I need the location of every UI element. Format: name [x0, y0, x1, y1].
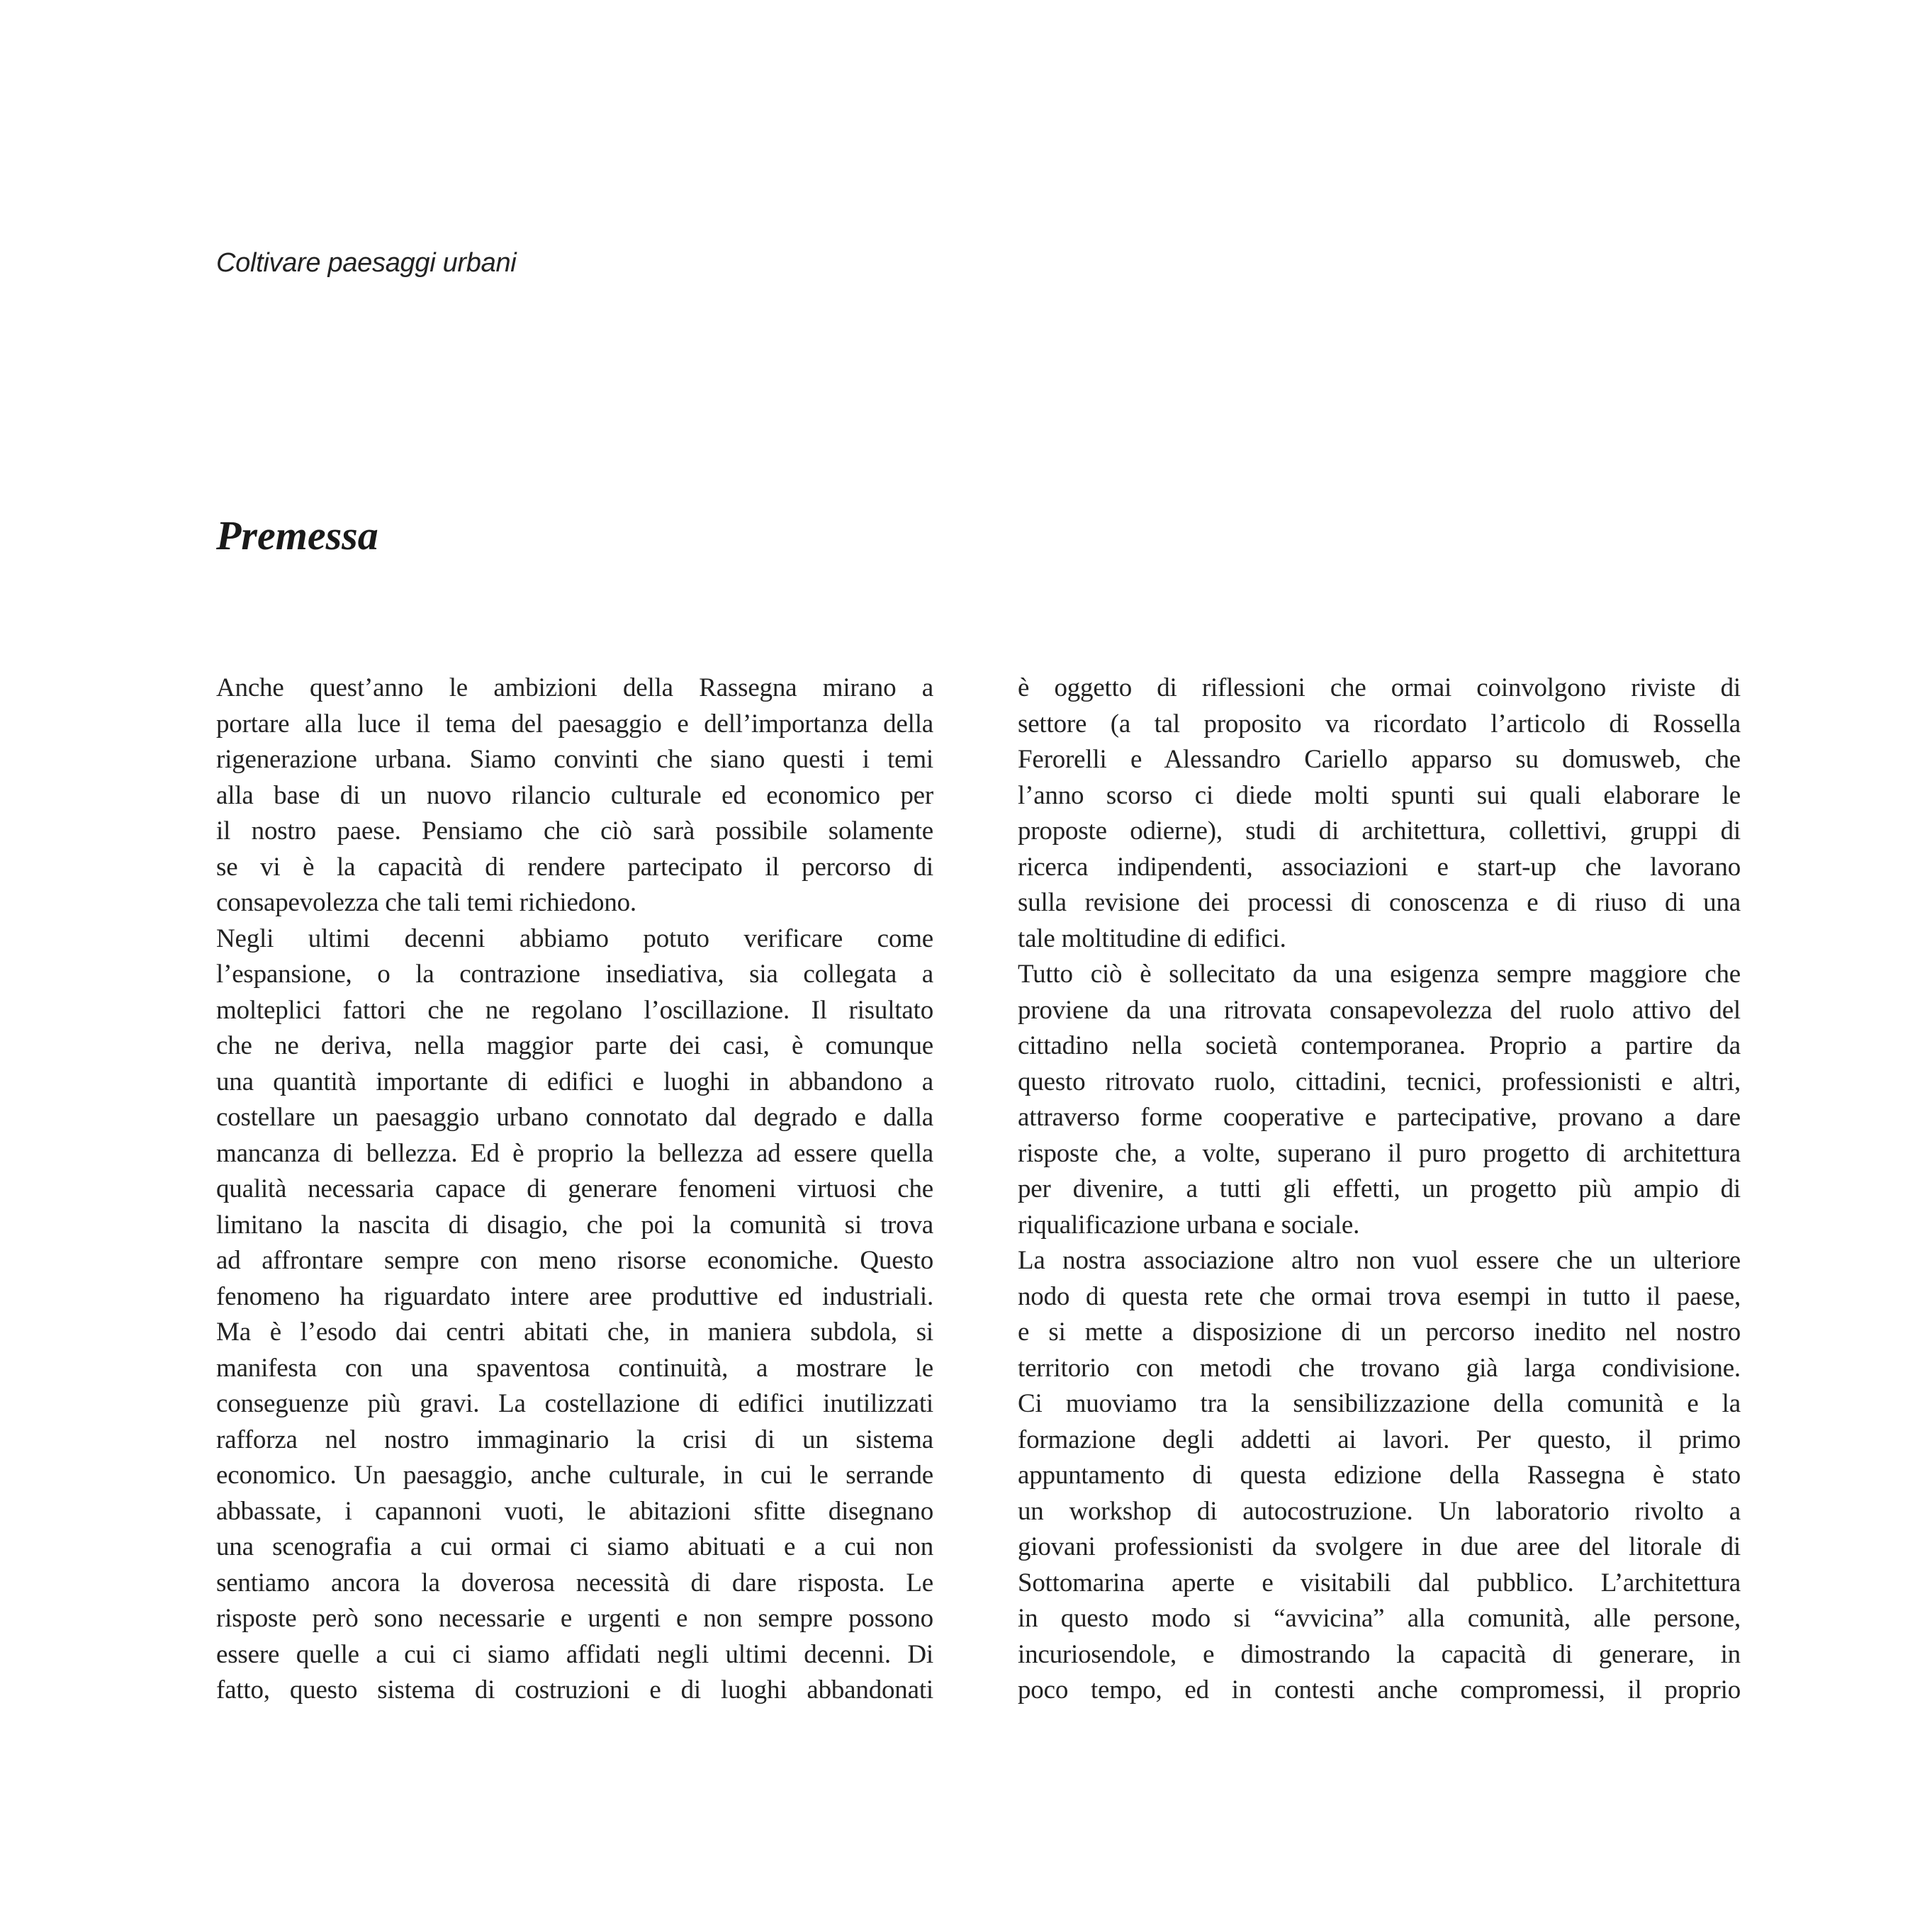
text-line: manifesta con una spaventosa continuità, a mostrare le	[216, 1353, 933, 1383]
text-line: rigenerazione urbana. Siamo convinti che siano questi i temi	[216, 745, 933, 774]
text-line: che ne deriva, nella maggior parte dei casi, è comunque	[216, 1031, 933, 1060]
text-line: Sottomarina aperte e visitabili dal pubblico. L’architettura	[1018, 1568, 1741, 1597]
text-column-left	[216, 670, 933, 1709]
text-line: rafforza nel nostro immaginario la crisi di un sistema	[216, 1425, 933, 1454]
text-line: l’espansione, o la contrazione insediativa, sia collegata a	[216, 960, 933, 989]
text-line: riqualificazione urbana e sociale.	[1018, 1210, 1360, 1240]
text-line: territorio con metodi che trovano già larga condivisione.	[1018, 1353, 1741, 1383]
text-line: qualità necessaria capace di generare fenomeni virtuosi che	[216, 1174, 933, 1203]
text-line: tale moltitudine di edifici.	[1018, 923, 1286, 953]
text-line: essere quelle a cui ci siamo affidati negli ultimi decenni. Di	[216, 1639, 933, 1669]
text-line: nodo di questa rete che ormai trova esempi in tutto il paese,	[1018, 1281, 1741, 1311]
text-line: consapevolezza che tali temi richiedono.	[216, 888, 636, 917]
text-line: economico. Un paesaggio, anche culturale, in cui le serrande	[216, 1461, 933, 1490]
text-line: giovani professionisti da svolgere in due aree del litorale di	[1018, 1532, 1741, 1561]
text-line: sulla revisione dei processi di conoscenza e di riuso di una	[1018, 888, 1741, 917]
text-line: ad affrontare sempre con meno risorse economiche. Questo	[216, 1246, 933, 1275]
text-line: se vi è la capacità di rendere partecipato il percorso di	[216, 852, 933, 882]
text-line: proviene da una ritrovata consapevolezza del ruolo attivo del	[1018, 995, 1741, 1025]
running-header: Coltivare paesaggi urbani	[216, 248, 517, 278]
text-line: formazione degli addetti ai lavori. Per questo, il primo	[1018, 1425, 1741, 1454]
text-line: abbassate, i capannoni vuoti, le abitazioni sfitte disegnano	[216, 1496, 933, 1526]
text-line: il nostro paese. Pensiamo che ciò sarà possibile solamente	[216, 816, 933, 846]
text-line: l’anno scorso ci diede molti spunti sui quali elaborare le	[1018, 780, 1741, 810]
text-line: fatto, questo sistema di costruzioni e di luoghi abbandonati	[216, 1675, 933, 1704]
text-line: e si mette a disposizione di un percorso inedito nel nostro	[1018, 1318, 1741, 1347]
text-line: sentiamo ancora la doverosa necessità di dare risposta. Le	[216, 1568, 933, 1597]
text-line: Ferorelli e Alessandro Cariello apparso su domusweb, che	[1018, 745, 1741, 774]
text-line: Ci muoviamo tra la sensibilizzazione della comunità e la	[1018, 1389, 1741, 1418]
text-line: attraverso forme cooperative e partecipative, provano a dare	[1018, 1103, 1741, 1132]
text-line: conseguenze più gravi. La costellazione di edifici inutilizzati	[216, 1389, 933, 1418]
text-line: incuriosendole, e dimostrando la capacità di generare, in	[1018, 1639, 1741, 1669]
text-line: molteplici fattori che ne regolano l’oscillazione. Il risultato	[216, 995, 933, 1025]
text-line: Anche quest’anno le ambizioni della Rassegna mirano a	[216, 673, 933, 702]
text-line: Ma è l’esodo dai centri abitati che, in maniera subdola, si	[216, 1318, 933, 1347]
text-line: Tutto ciò è sollecitato da una esigenza sempre maggiore che	[1018, 960, 1741, 989]
text-line: in questo modo si “avvicina” alla comunità, alle persone,	[1018, 1604, 1741, 1633]
text-line: risposte però sono necessarie e urgenti e non sempre possono	[216, 1604, 933, 1633]
text-line: una scenografia a cui ormai ci siamo abituati e a cui non	[216, 1532, 933, 1561]
text-line: questo ritrovato ruolo, cittadini, tecnici, professionisti e altri,	[1018, 1067, 1741, 1096]
text-line: ricerca indipendenti, associazioni e start-up che lavorano	[1018, 852, 1741, 882]
text-line: fenomeno ha riguardato intere aree produttive ed industriali.	[216, 1281, 933, 1311]
text-line: La nostra associazione altro non vuol essere che un ulteriore	[1018, 1246, 1741, 1275]
text-line: cittadino nella società contemporanea. Proprio a partire da	[1018, 1031, 1741, 1060]
text-line: limitano la nascita di disagio, che poi la comunità si trova	[216, 1210, 933, 1240]
text-line: una quantità importante di edifici e luoghi in abbandono a	[216, 1067, 933, 1096]
text-line: un workshop di autocostruzione. Un laboratorio rivolto a	[1018, 1496, 1741, 1526]
section-title: Premessa	[216, 512, 378, 558]
text-line: alla base di un nuovo rilancio culturale ed economico per	[216, 780, 933, 810]
text-line: costellare un paesaggio urbano connotato dal degrado e dalla	[216, 1103, 933, 1132]
text-line: è oggetto di riflessioni che ormai coinvolgono riviste di	[1018, 673, 1741, 702]
text-line: Negli ultimi decenni abbiamo potuto verificare come	[216, 923, 933, 953]
text-line: poco tempo, ed in contesti anche compromessi, il proprio	[1018, 1675, 1741, 1704]
text-line: proposte odierne), studi di architettura, collettivi, gruppi di	[1018, 816, 1741, 846]
text-line: per divenire, a tutti gli effetti, un progetto più ampio di	[1018, 1174, 1741, 1203]
text-line: appuntamento di questa edizione della Rassegna è stato	[1018, 1461, 1741, 1490]
text-line: portare alla luce il tema del paesaggio e dell’importanza della	[216, 709, 933, 738]
text-column-right	[1018, 670, 1741, 1709]
text-line: settore (a tal proposito va ricordato l’articolo di Rossella	[1018, 709, 1741, 738]
text-line: mancanza di bellezza. Ed è proprio la bellezza ad essere quella	[216, 1138, 933, 1168]
text-line: risposte che, a volte, superano il puro progetto di architettura	[1018, 1138, 1741, 1168]
